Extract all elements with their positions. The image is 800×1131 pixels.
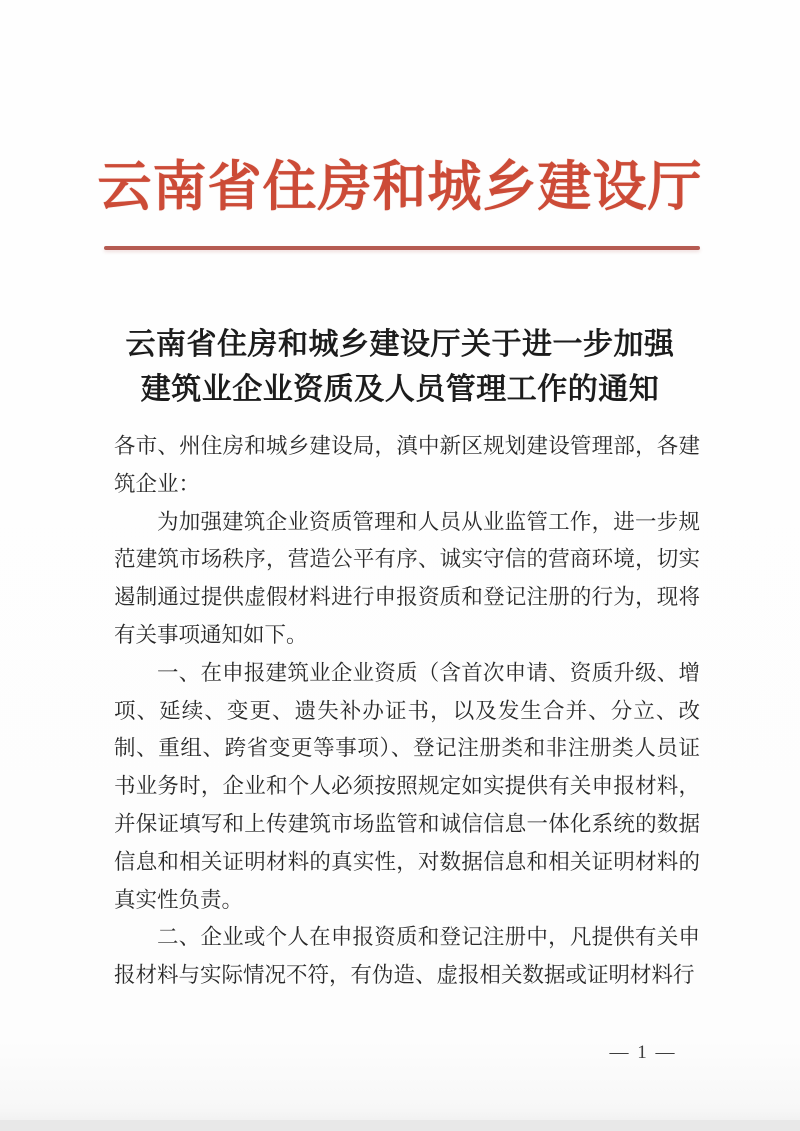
notice-title	[50, 322, 750, 412]
paragraph-item-1: 一、在申报建筑业企业资质（含首次申请、资质升级、增项、延续、变更、遗失补办证书，以及发生合并、分立、改制、重组、跨省变更等事项）、登记注册类和非注册类人员证书业务时，企业和个人必须按照规定如实提供有关申报材料，并保证填写和上传建筑市场监管和诚信信息一体化系统的数据信息和相关证明材料的真实性，对数据信息和相关证明材料的真实性负责。	[114, 660, 700, 912]
salutation: 各市、州住房和城乡建设局，滇中新区规划建设管理部，各建筑企业：	[114, 434, 700, 496]
notice-title-line2: 建筑业企业资质及人员管理工作的通知	[140, 373, 660, 406]
letterhead-divider	[104, 246, 700, 250]
notice-body	[114, 428, 700, 995]
scan-bottom-edge	[0, 1120, 800, 1131]
notice-title-line1: 云南省住房和城乡建设厅关于进一步加强	[125, 328, 675, 361]
paragraph-item-2: 二、企业或个人在申报资质和登记注册中，凡提供有关申报材料与实际情况不符，有伪造、虚报相关数据或证明材料行	[114, 925, 700, 988]
paragraph-intro: 为加强建筑企业资质管理和人员从业监管工作，进一步规范建筑市场秩序，营造公平有序、诚实守信的营商环境，切实遏制通过提供虚假材料进行申报资质和登记注册的行为，现将有关事项通知如下。	[114, 509, 700, 647]
page-number: — 1 —	[609, 1042, 677, 1063]
letterhead-title: 云南省住房和城乡建设厅	[97, 157, 703, 217]
